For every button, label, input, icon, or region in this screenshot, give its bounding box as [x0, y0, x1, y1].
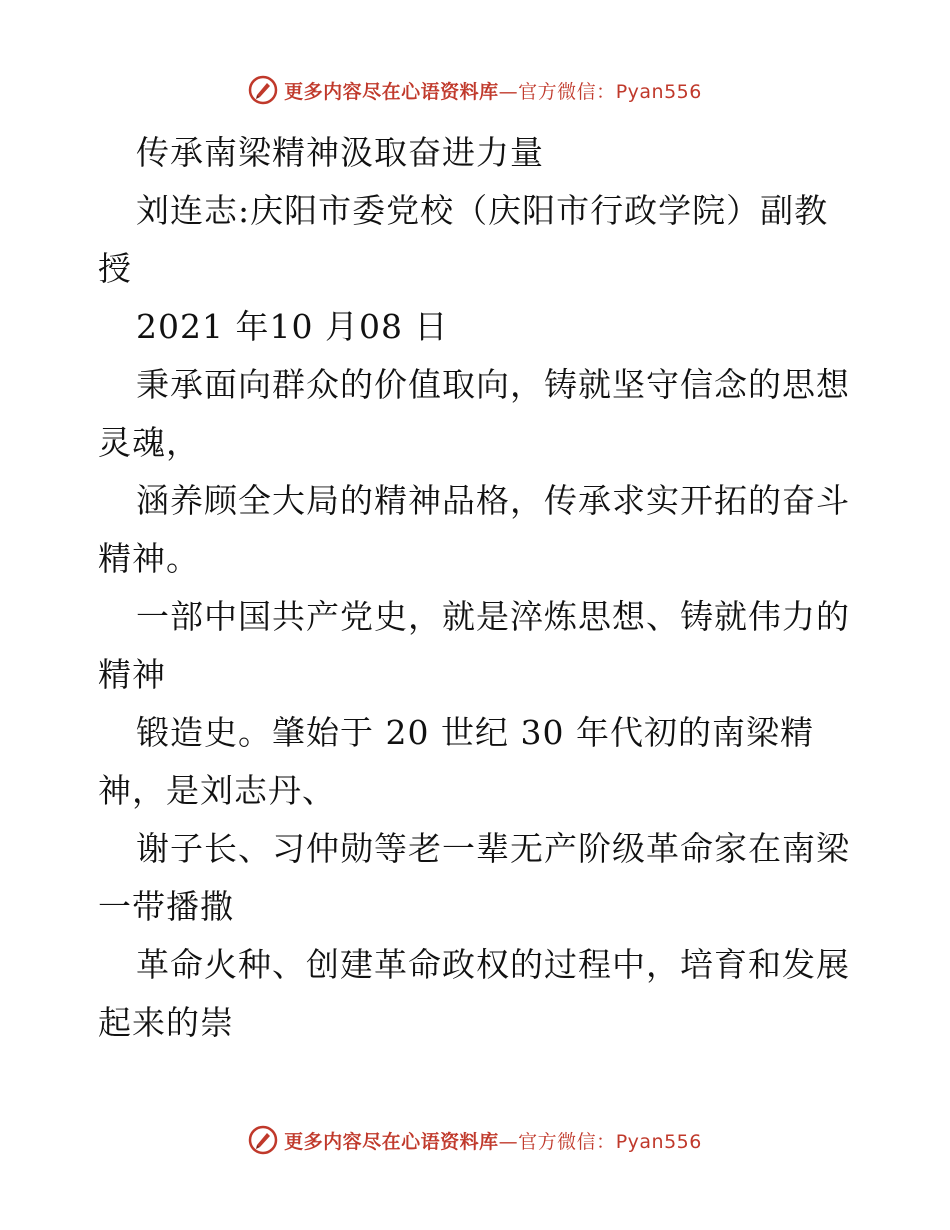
watermark-text	[284, 77, 702, 104]
watermark-official: 官方微信：	[518, 80, 616, 103]
document-date: 2021 年10 月08 日	[136, 307, 449, 346]
watermark-brand: 更多内容尽在心语资料库	[284, 1130, 499, 1153]
paragraph: 谢子长、习仲勋等老一辈无产阶级革命家在南梁一带播撒	[98, 829, 850, 926]
watermark-text	[284, 1127, 702, 1154]
watermark-header	[0, 70, 950, 110]
document-title: 传承南梁精神汲取奋进力量	[136, 133, 544, 172]
document-body	[98, 124, 858, 1052]
paragraph: 锻造史。肇始于 20 世纪 30 年代初的南梁精神，是刘志丹、	[98, 713, 814, 810]
watermark-separator: —	[498, 1130, 519, 1153]
watermark-wechat-id: Pyan556	[615, 80, 702, 103]
paragraph: 秉承面向群众的价值取向，铸就坚守信念的思想灵魂，	[98, 365, 850, 462]
paragraph: 一部中国共产党史，就是淬炼思想、铸就伟力的精神	[98, 597, 850, 694]
paragraph: 涵养顾全大局的精神品格，传承求实开拓的奋斗精神。	[98, 481, 850, 578]
watermark-wechat-id: Pyan556	[615, 1130, 702, 1153]
watermark-official: 官方微信：	[518, 1130, 616, 1153]
pen-logo-icon	[248, 75, 278, 105]
author-line: 刘连志:庆阳市委党校（庆阳市行政学院）副教授	[98, 191, 829, 288]
watermark-footer	[0, 1120, 950, 1160]
watermark-brand: 更多内容尽在心语资料库	[284, 80, 499, 103]
watermark-separator: —	[498, 80, 519, 103]
pen-logo-icon	[248, 1125, 278, 1155]
paragraph: 革命火种、创建革命政权的过程中，培育和发展起来的崇	[98, 945, 850, 1042]
